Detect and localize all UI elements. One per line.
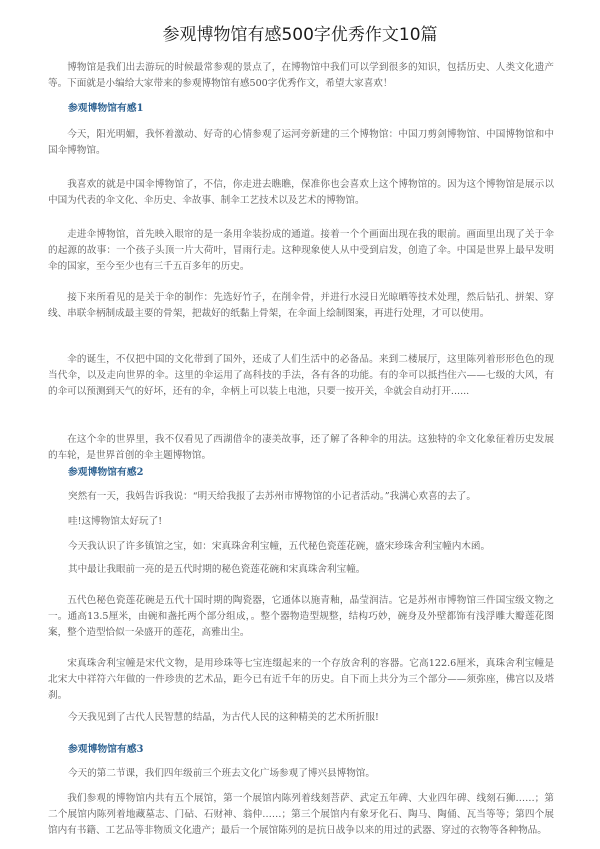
paragraph: 今天我认识了许多镇馆之宝，如：宋真珠舍利宝幢，五代秘色瓷莲花碗，盛宋珍珠舍利宝幢内木函。 <box>68 541 491 552</box>
paragraph: 我喜欢的就是中国伞博物馆了，不信，你走进去瞧瞧，保准你也会喜欢上这个博物馆的。因为这个博物馆是展示以中国为代表的伞文化、伞历史、伞故事、制伞工艺技术以及艺术的博物馆。 <box>48 179 554 206</box>
paragraph: 五代色秘色瓷莲花碗是五代十国时期的陶瓷器，它通体以施青釉，晶莹润洁。它是苏州市博物馆三件国宝级文物之一。通高13.5厘米，由碗和盏托两个部分组成，。整个器物造型规整，结构巧妙，碗身及外壁都饰有浅浮雕大瓣莲花图案，整个造型恰似一朵盛开的莲花，高雅出尘。 <box>48 595 554 638</box>
paragraph: 突然有一天，我妈告诉我说：“明天给我报了去苏州市博物馆的小记者活动。”我满心欢喜的去了。 <box>68 491 476 502</box>
paragraph: 伞的诞生，不仅把中国的文化带到了国外，还成了人们生活中的必备品。来到二楼展厅，这里陈列着形形色色的现当代伞，以及走向世界的伞。这里的伞运用了高科技的手法，各有各的功能。有的伞可以抵挡住六——七级的大风，有的伞可以预测到天气的好坏，还有的伞，伞柄上可以装上电池，只要一按开关，伞就会自动打开...... <box>48 354 554 397</box>
paragraph: 我们参观的博物馆内共有五个展馆，第一个展馆内陈列着线刻菩萨、武定五年碑、大业四年碑、线刻石狮……；第二个展馆内陈列着地藏墓志、门砧、石财神、翁仲……；第三个展馆内有象牙化石、陶马、陶俑、瓦当等等；第四个展馆内有书籍、工艺品等非物质文化遗产；最后一个展馆陈列的是抗日战争以来的用过的武器、穿过的衣物等各种物品。 <box>48 793 554 836</box>
paragraph: 宋真珠舍利宝幢是宋代文物，是用珍珠等七宝连缀起来的一个存放舍利的容器。它高122.6厘米，真珠舍利宝幢是北宋大中祥符六年做的一件珍贵的艺术品，距今已有近千年的历史。自下而上共分为三个部分——须弥座，佛宫以及塔刹。 <box>48 658 554 701</box>
intro-paragraph: 博物馆是我们出去游玩的时候最常参观的景点了，在博物馆中我们可以学到很多的知识，包括历史、人类文化遗产等。下面就是小编给大家带来的参观博物馆有感500字优秀作文，希望大家喜欢！ <box>48 62 554 89</box>
section-heading-3: 参观博物馆有感3 <box>68 744 144 755</box>
paragraph: 走进伞博物馆，首先映入眼帘的是一条用伞装扮成的通道。接着一个个画面出现在我的眼前。画面里出现了关于伞的起源的故事：一个孩子头顶一片大荷叶，冒雨行走。这种现象使人从中受到启发，创造了伞。中国是世界上最早发明伞的国家，至今至少也有三千五百多年的历史。 <box>48 229 554 272</box>
paragraph: 今天我见到了古代人民智慧的结晶，为古代人民的这种精美的艺术所折服! <box>68 712 379 723</box>
paragraph: 哇!这博物馆太好玩了! <box>68 516 163 527</box>
paragraph: 接下来所看见的是关于伞的制作：先选好竹子，在削伞骨，并进行水浸日光晾晒等技术处理，然后钻孔、拼架、穿线、串联伞柄制成最主要的骨架，把裁好的纸黏上骨架，在伞面上绘制图案，再进行处理，才可以使用。 <box>48 292 554 319</box>
paragraph: 今天的第二节课，我们四年级前三个班去文化广场参观了博兴县博物馆。 <box>68 768 375 779</box>
paragraph: 今天，阳光明媚，我怀着激动、好奇的心情参观了运河旁新建的三个博物馆：中国刀剪剑博物馆、中国博物馆和中国伞博物馆。 <box>48 129 554 156</box>
paragraph: 在这个伞的世界里，我不仅看见了西湖借伞的凄美故事，还了解了各种伞的用法。这独特的伞文化象征着历史发展的车轮，是世界首创的伞主题博物馆。 <box>48 434 554 461</box>
section-heading-1: 参观博物馆有感1 <box>68 103 144 114</box>
document-title: 参观博物馆有感500字优秀作文10篇 <box>162 25 438 45</box>
section-heading-2: 参观博物馆有感2 <box>68 467 144 478</box>
paragraph: 其中最让我眼前一亮的是五代时期的秘色瓷莲花碗和宋真珠舍利宝幢。 <box>68 564 366 575</box>
